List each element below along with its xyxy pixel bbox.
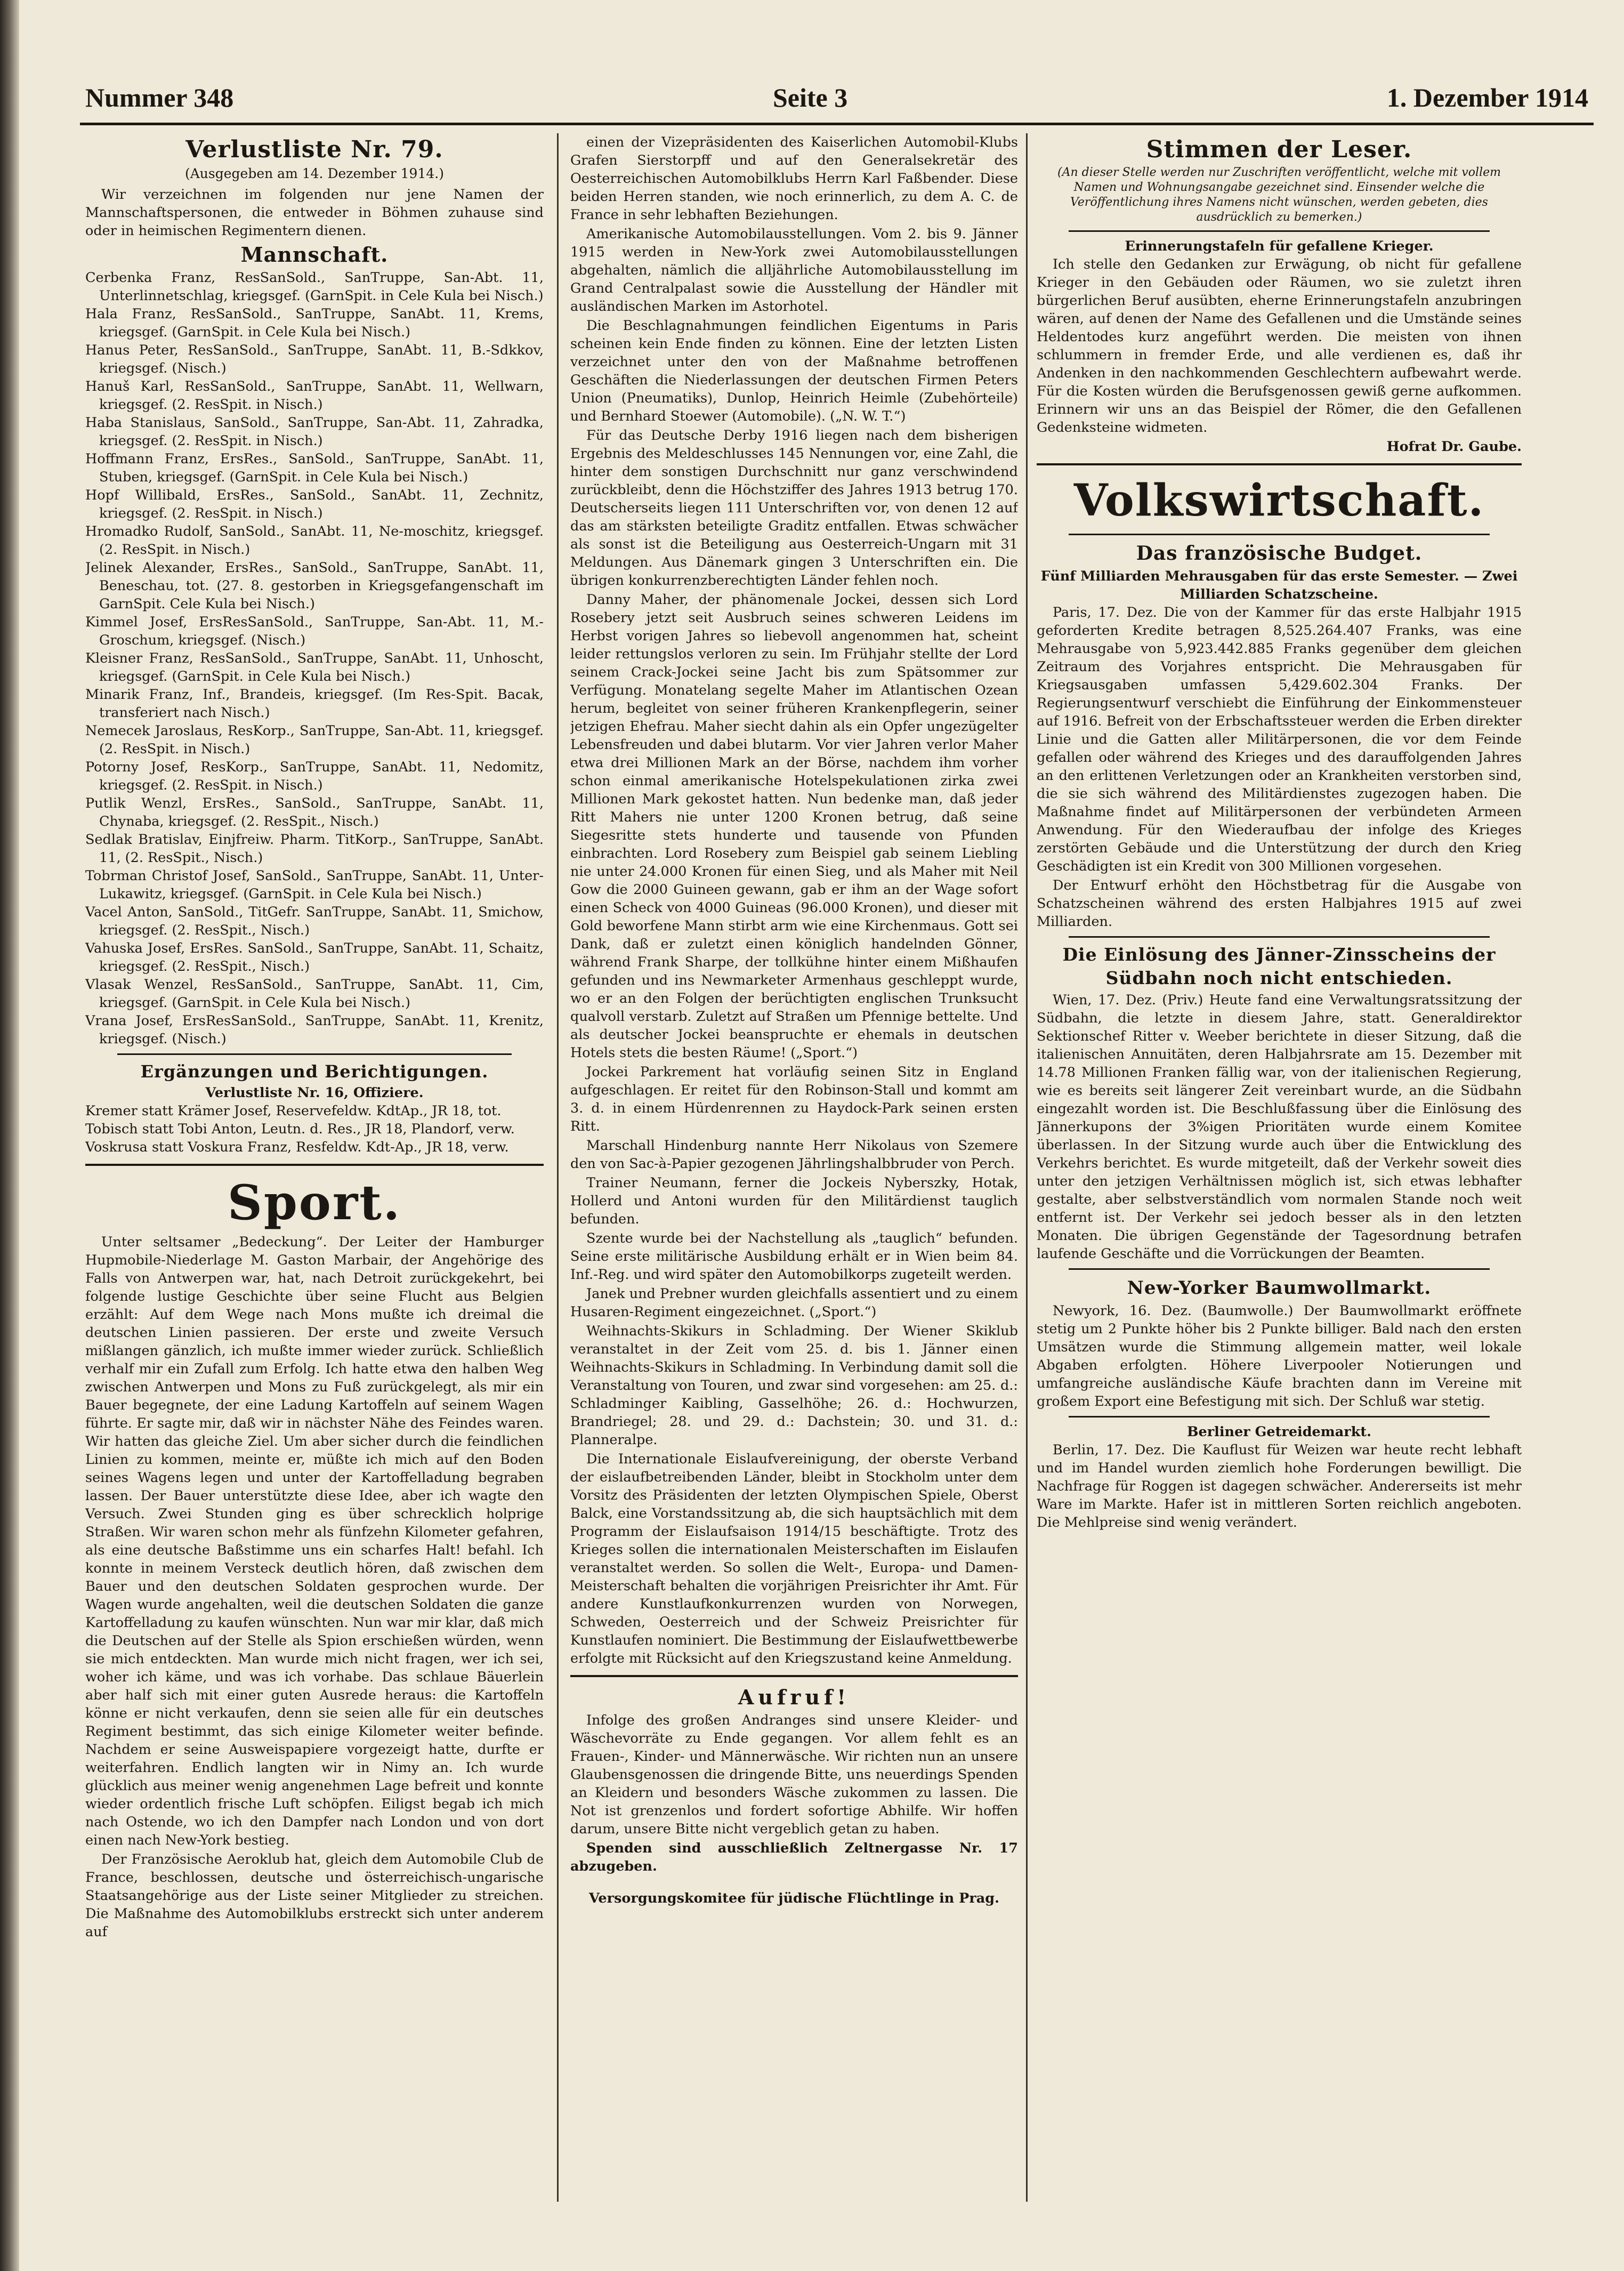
casualty-list-title: Verlustliste Nr. 79.: [185, 136, 443, 163]
sport-article: Der Französische Aeroklub hat, gleich dem Automobile Club de France, beschlossen, deutsche und österreichisch-ungarische Staatsangehörige aus der Liste seiner Mitglieder zu streichen. Die Maßnahme des Automobilklubs erstreckt sich unter anderem auf: [85, 1851, 544, 1940]
coupon-article: Wien, 17. Dez. (Priv.) Heute fand eine Verwaltungsratssitzung der Südbahn, die letzte in diesem Jahre, statt. Generaldirektor Sektionschef Ritter v. Weeber berichtete in dieser Sitzung, daß die italienischen Annuitäten, deren Halbjahrsrate am 15. Dezember mit 14.78 Millionen Franken fällig war, von der italienischen Regierung, wie es bereits seit längerer Zeit vereinbart wurde, an die Südbahn eingezahlt worden ist. Die Beschlußfassung über die Einlösung des Jännerkupons der 3%igen Prioritäten wurde einem Komitee überlassen. In der Sitzung wurde auch über die Entwicklung des Verkehrs berichtet. Es wurde mitgeteilt, daß der Verkehr soweit dies unter den jetzigen Verhältnissen möglich ist, sich etwas lebhafter gestalte, aber selbstverständlich vom normalen Stande noch weit entfernt ist. Der Verkehr sei jedoch besser als in den letzten Monaten. Die übrigen Gegenstände der Tagesordnung betrafen laufende Geschäfte und die Vorrückungen der Beamten.: [1037, 992, 1522, 1262]
sport-article: Marschall Hindenburg nannte Herr Nikolaus von Szemere den von Sac-à-Papier gezogenen Jährlingshalbbruder von Perch.: [570, 1138, 1018, 1172]
column-rule: [1026, 133, 1028, 2202]
cotton-article: Newyork, 16. Dez. (Baumwolle.) Der Baumwollmarkt eröffnete stetig um 2 Punkte höher bis 2 Punkte billiger. Bald nach den ersten Umsätzen wurde die Stimmung allgemein matter, weil lokale Abgaben erfolgten. Höhere Liverpooler Notierungen und umfangreiche ausländische Käufe brachten dann im Vereine mit großem Export eine Befestigung mit sich. Der Schluß war stetig.: [1037, 1303, 1522, 1410]
letters-note: (An dieser Stelle werden nur Zuschriften veröffentlicht, welche mit vollem Namen und Wohnungsangabe gezeichnet sind. Einsender welche die Veröffentlichung ihres Namens nicht wünschen, werden gebeten, dies ausdrücklich zu bemerken.): [1057, 166, 1501, 224]
casualty-entry: Haba Stanislaus, SanSold., SanTruppe, San-Abt. 11, Zahradka, kriegsgef. (2. ResSpit. in Nisch.): [85, 415, 544, 449]
corrections-subheading: Verlustliste Nr. 16, Offiziere.: [205, 1085, 424, 1101]
casualty-entry: Tobrman Christof Josef, SanSold., SanTruppe, SanAbt. 11, Unter-Lukawitz, kriegsgef. (GarnSpit. in Cele Kula bei Nisch.): [85, 868, 544, 902]
divider: [85, 1164, 544, 1166]
sport-article: Für das Deutsche Derby 1916 liegen nach dem bisherigen Ergebnis des Meldeschlusses 145 Nennungen vor, eine Zahl, die hinter dem sonstigen Durchschnitt nur ganz verschwindend zurückbleibt, denn die Höchstziffer des Jahres 1913 betrug 170. Deutscherseits liegen 111 Unterschriften vor, von denen 12 auf das am stärksten beteiligte Graditz entfallen. Etwas schwächer als sonst ist die Beteiligung aus Oesterreich-Ungarn mit 31 Meldungen. Aus Dänemark gingen 3 Unterschriften ein. Die übrigen konkurrenzberechtigten Länder fehlen noch.: [570, 428, 1018, 589]
correction-entry: Kremer statt Krämer Josef, Reservefeldw. KdtAp., JR 18, tot.: [85, 1103, 502, 1119]
sport-article: Jockei Parkrement hat vorläufig seinen Sitz in England aufgeschlagen. Er reitet für den Robinson-Stall und kommt am 3. d. in einem Hürdenrennen zu Haydock-Park seinen ersten Ritt.: [570, 1064, 1018, 1134]
divider: [1069, 1268, 1490, 1270]
sport-article: einen der Vizepräsidenten des Kaiserlichen Automobil-Klubs Grafen Sierstorpff und auf den Generalsekretär des Oesterreichischen Automobilklubs Herrn Karl Faßbender. Diese beiden Herren standen, wie noch erinnerlich, zu dem A. C. de France in sehr lebhaften Beziehungen.: [570, 134, 1018, 223]
sport-article: Weihnachts-Skikurs in Schladming. Der Wiener Skiklub veranstaltet in der Zeit vom 25. d. bis 1. Jänner einen Weihnachts-Skikurs in Schladming. In Verbindung damit soll die Veranstaltung von Touren, und zwar sind vorgesehen: am 25. d.: Schladminger Kaibling, Gasselhöhe; 26. d.: Hochwurzen, Brandriegel; 28. und 29. d.: Dachstein; 30. und 31. d.: Planneralpe.: [570, 1323, 1018, 1448]
casualty-entries: [85, 269, 544, 1048]
casualty-entry: Potorny Josef, ResKorp., SanTruppe, SanAbt. 11, Nedomitz, kriegsgef. (2. ResSpit. in Nisch.): [85, 759, 544, 793]
section-heading: Mannschaft.: [240, 243, 389, 267]
casualty-entry: Hanus Peter, ResSanSold., SanTruppe, SanAbt. 11, B.-Sdkkov, kriegsgef. (Nisch.): [85, 342, 544, 376]
budget-article: Der Entwurf erhöht den Höchstbetrag für die Ausgabe von Schatzscheinen während des ersten Halbjahres 1915 auf zwei Milliarden.: [1037, 877, 1522, 930]
appeal-note: Spenden sind ausschließlich Zeltnergasse Nr. 17 abzugeben.: [570, 1840, 1018, 1874]
budget-subheading: Fünf Milliarden Mehrausgaben für das erste Semester. — Zwei Milliarden Schatzscheine.: [1040, 568, 1518, 602]
sport-article: Trainer Neumann, ferner die Jockeis Nyberszky, Hotak, Hollerd und Antoni wurden für den Militärdienst tauglich befunden.: [570, 1175, 1018, 1227]
page-header: [80, 75, 1594, 125]
sport-article: Janek und Prebner wurden gleichfalls assentiert und zu einem Husaren-Regiment eingezeichnet. („Sport.“): [570, 1286, 1018, 1320]
correction-entry: Tobisch statt Tobi Anton, Leutn. d. Res., JR 18, Plandorf, verw.: [85, 1121, 515, 1137]
column-2: [570, 133, 1018, 2202]
issue-number: Nummer 348: [85, 83, 234, 112]
casualty-entry: Hoffmann Franz, ErsRes., SanSold., SanTruppe, SanAbt. 11, Stuben, kriegsgef. (GarnSpit. in Cele Kula bei Nisch.): [85, 451, 544, 485]
divider: [1069, 230, 1490, 232]
divider: [1069, 1416, 1490, 1418]
divider: [1037, 463, 1522, 465]
casualty-list-subtitle: (Ausgegeben am 14. Dezember 1914.): [185, 166, 444, 181]
cotton-heading: New-Yorker Baumwollmarkt.: [1127, 1277, 1432, 1299]
casualty-list-intro: Wir verzeichnen im folgenden nur jene Namen der Mannschaftspersonen, die entweder in Böhmen zuhause sind oder in heimischen Regimentern dienen.: [85, 187, 544, 239]
casualty-entry: Jelinek Alexander, ErsRes., SanSold., SanTruppe, SanAbt. 11, Beneschau, tot. (27. 8. gestorben in Kriegsgefangenschaft im GarnSpit. Cele Kula bei Nisch.): [85, 560, 544, 612]
column-1: [85, 133, 544, 2202]
issue-date: 1. Dezember 1914: [1386, 83, 1588, 112]
column-3: [1037, 133, 1522, 2202]
coupon-heading: Die Einlösung des Jänner-Zinsscheins der Südbahn noch nicht entschieden.: [1062, 944, 1496, 988]
casualty-entry: Nemecek Jaroslaus, ResKorp., SanTruppe, San-Abt. 11, kriegsgef. (2. ResSpit. in Nisch.): [85, 723, 544, 757]
sport-article: Amerikanische Automobilausstellungen. Vom 2. bis 9. Jänner 1915 werden in New-York zwei Automobilausstellungen abgehalten, nämlich die alljährliche Automobilausstellung im Grand Centralpalast sowie die Ausstellung der Händler mit ausländischen Marken im Astorhotel.: [570, 226, 1018, 315]
economy-heading: Volkswirtschaft.: [1073, 475, 1485, 526]
appeal-signature: Versorgungskomitee für jüdische Flüchtlinge in Prag.: [588, 1890, 1000, 1906]
casualty-entry: Hanuš Karl, ResSanSold., SanTruppe, SanAbt. 11, Wellwarn, kriegsgef. (2. ResSpit. in Nisch.): [85, 378, 544, 413]
letter-signature: Hofrat Dr. Gaube.: [1386, 439, 1522, 455]
divider: [117, 1053, 512, 1055]
correction-entry: Voskrusa statt Voskura Franz, Resfeldw. Kdt-Ap., JR 18, verw.: [85, 1139, 509, 1155]
divider: [570, 1675, 1018, 1677]
casualty-entry: Vlasak Wenzel, ResSanSold., SanTruppe, SanAbt. 11, Cim, kriegsgef. (GarnSpit. in Cele Kula bei Nisch.): [85, 977, 544, 1011]
letter-title: Erinnerungstafeln für gefallene Krieger.: [1125, 238, 1434, 254]
page-number: Seite 3: [773, 83, 848, 112]
appeal-heading: Aufruf!: [738, 1685, 851, 1709]
casualty-entry: Kleisner Franz, ResSanSold., SanTruppe, SanAbt. 11, Unhoscht, kriegsgef. (GarnSpit. in Cele Kula bei Nisch.): [85, 650, 544, 684]
grain-heading: Berliner Getreidemarkt.: [1186, 1424, 1372, 1440]
budget-article: Paris, 17. Dez. Die von der Kammer für das erste Halbjahr 1915 geforderten Kredite betragen 8,525.264.407 Franks, was eine Mehrausgabe von 5,923.442.885 Franks gegenüber dem gleichen Zeitraum des Vorjahres entspricht. Die Mehrausgaben für Kriegsausgaben umfassen 5,429.602.304 Franks. Der Regierungsentwurf verschiebt die Einführung der Einkommensteuer auf 1916. Befreit von der Erbschaftssteuer werden die Erben direkter Linie und die Gatten aller Militärpersonen, die vor dem Feinde gefallen oder während des Krieges und des darauffolgenden Jahres an den erlittenen Verletzungen oder an Krankheiten verstorben sind, die sie sich während des Militärdienstes zugezogen haben. Die Maßnahme findet auf Militärpersonen der verbündeten Armeen Anwendung. Für den Wiederaufbau der infolge des Krieges zerstörten Gebäude und die Unterstützung der durch den Krieg Geschädigten ist ein Kredit von 300 Millionen vorgesehen.: [1037, 605, 1522, 874]
casualty-entry: Hromadko Rudolf, SanSold., SanAbt. 11, Ne-moschitz, kriegsgef. (2. ResSpit. in Nisch.): [85, 524, 544, 558]
casualty-entry: Hala Franz, ResSanSold., SanTruppe, SanAbt. 11, Krems, kriegsgef. (GarnSpit. in Cele Kula bei Nisch.): [85, 306, 544, 340]
casualty-entry: Minarik Franz, Inf., Brandeis, kriegsgef. (Im Res-Spit. Bacak, transferiert nach Nisch.): [85, 687, 544, 721]
sport-heading: Sport.: [227, 1174, 402, 1231]
sport-article: Die Beschlagnahmungen feindlichen Eigentums in Paris scheinen kein Ende finden zu können. Eine der letzten Listen verzeichnet unter den von der Maßnahme betroffenen Geschäften die Niederlassungen der deutschen Firmen Peters Union (Pneumatiks), Dunlop, Heinrich Heimle (Zubehörteile) und Bernhard Stoewer (Automobile). („N. W. T.“): [570, 318, 1018, 424]
sport-article: Unter seltsamer „Bedeckung“. Der Leiter der Hamburger Hupmobile-Niederlage M. Gaston Marbair, der Angehörige des Falls von Antwerpen war, hat, nach Detroit zurückgekehrt, bei folgende lustige Geschichte über seine Flucht aus Belgien erzählt: Auf dem Wege nach Mons mußte ich dreimal die deutschen Linien passieren. Der erste und zweite Versuch mißlangen gänzlich, ich mußte immer wieder zurück. Schließlich verhalf mir ein Zufall zum Erfolg. Ich hatte etwa den halben Weg zwischen Antwerpen und Mons zu Fuß zurückgelegt, als mir ein Bauer begegnete, der eine Ladung Kartoffeln auf seinem Wagen führte. Er sagte mir, daß wir in nächster Nähe des Feindes waren. Wir hatten das gleiche Ziel. Um aber sicher durch die feindlichen Linien zu kommen, meinte er, müßte ich mich auf den Boden seines Wagens legen und unter der Kartoffelladung begraben lassen. Der Bauer unterstützte diese Idee, aber ich wagte den Versuch. Zwei Stunden ging es über schrecklich holprige Straßen. Wir waren schon mehr als fünfzehn Kilometer gefahren, als eine deutsche Baßstimme uns ein scharfes Halt! befahl. Ich konnte in meinem Versteck deutlich hören, daß zwischen dem Bauer und den deutschen Soldaten gesprochen wurde. Der Wagen wurde angehalten, weil die deutschen Soldaten die ganze Kartoffelladung zu kaufen wünschten. Nun war mir klar, daß mich die Deutschen auf der Stelle als Spion erschießen würden, wenn sie mich entdeckten. Man wurde mich nicht fragen, wer ich sei, woher ich käme, und was ich vorhabe. Das schlaue Bäuerlein aber half sich mit einer guten Ausrede heraus: die Kartoffeln könne er nicht verkaufen, denn sie seien alle für ein deutsches Regiment bestimmt, das sich einige Kilometer weiter befinde. Nachdem er seine Ausweispapiere vorgezeigt hatte, durfte er weiterfahren. Endlich langten wir in Nimy an. Ich wurde glücklich aus meiner wenig angenehmen Lage befreit und konnte wieder ordentlich frische Luft schöpfen. Eiligst begab ich mich nach Ostende, wo ich den Dampfer nach London und von dort einen nach New-York bestieg.: [85, 1234, 544, 1848]
grain-article: Berlin, 17. Dez. Die Kauflust für Weizen war heute recht lebhaft und im Handel wurden ziemlich hohe Forderungen bewilligt. Die Nachfrage für Roggen ist dagegen schwächer. Andererseits ist mehr Ware im Markte. Hafer ist in mittleren Sorten reichlich angeboten. Die Mehlpreise sind wenig verändert.: [1037, 1442, 1522, 1531]
appeal-text: Infolge des großen Andranges sind unsere Kleider- und Wäschevorräte zu Ende gegangen. Vor allem fehlt es an Frauen-, Kinder- und Männerwäsche. Wir richten nun an unsere Glaubensgenossen die dringende Bitte, uns neuerdings Spenden an Kleidern und besonders Wäsche zukommen zu lassen. Die Not ist grenzenlos und fordert sofortige Abhilfe. Wir hoffen darum, unsere Bitte nicht vergeblich getan zu haben.: [570, 1712, 1018, 1837]
sport-article: Danny Maher, der phänomenale Jockei, dessen sich Lord Rosebery jetzt seit Ausbruch seines schweren Leidens im Herbst vorigen Jahres so liebevoll angenommen hat, scheint leider rettungslos verloren zu sein. Im Frühjahr stellte der Lord seinem Crack-Jockei seine Jacht bis zum Spätsommer zur Verfügung. Monatelang segelte Maher im Atlantischen Ozean herum, begleitet von seiner früheren Krankenpflegerin, seiner jetzigen Ehefrau. Maher siecht dahin als ein Opfer ungezügelter Lebensfreuden und dabei blutarm. Vor vier Jahren verlor Maher etwa drei Millionen Mark an der Börse, nachdem ihm vorher schon einmal amerikanische Hotelspekulationen zirka zwei Millionen Mark gekostet hatten. Nun bedenke man, daß jeder Ritt Mahers nie unter 1200 Kronen betrug, daß seine Siegesritte stets hunderte und tausende von Pfunden einbrachten. Lord Rosebery zum Beispiel gab seinem Liebling nie unter 24.000 Kronen für einen Sieg, und als Maher mit Neil Gow die 2000 Guineen gewann, gab er ihm an der Wage sofort einen Scheck von 4000 Guineas (96.000 Kronen), und dieser mit Gold beworfene Mann stirbt arm wie eine Kirchenmaus. Gott sei Dank, daß er zuletzt einen königlich handelnden Gönner, während Frank Sharpe, der tollkühne hinter einem Mißhaufen gefunden und ins Newmarketer Armenhaus geschleppt wurde, wo er an den Folgen der berüchtigten englischen Trunksucht qualvoll verstarb. Zuletzt auf Straßen um Pfennige bettelte. Und als deutscher Jockei beanspruchte er ehemals in deutschen Hotels stets die besten Räume! („Sport.“): [570, 592, 1018, 1061]
corrections-heading: Ergänzungen und Berichtigungen.: [140, 1061, 489, 1082]
letter-text: Ich stelle den Gedanken zur Erwägung, ob nicht für gefallene Krieger in den Gebäuden oder Räumen, wo sie zuletzt ihren bürgerlichen Beruf ausübten, eherne Erinnerungstafeln anzubringen wären, auf denen der Name des Gefallenen und die Umstände seines Heldentodes kurz angeführt werden. Die meisten von ihnen schlummern in fremder Erde, und alle verdienen es, daß ihr Andenken in den nachkommenden Geschlechtern aufbewahrt werde. Für die Kosten würden die Berufsgenossen gewiß gerne aufkommen. Erinnern wir uns an das Beispiel der Römer, die den Gefallenen Gedenksteine widmeten.: [1037, 256, 1522, 436]
casualty-entry: Putlik Wenzl, ErsRes., SanSold., SanTruppe, SanAbt. 11, Chynaba, kriegsgef. (2. ResSpit., Nisch.): [85, 795, 544, 830]
column-rule: [557, 133, 559, 2202]
sport-article: Die Internationale Eislaufvereinigung, der oberste Verband der eislaufbetreibenden Länder, bleibt in Stockholm unter dem Vorsitz des Präsidenten der letzten Olympischen Spiele, Oberst Balck, eine Vorstandssitzung ab, die sich hauptsächlich mit dem Programm der Eislaufsaison 1914/15 beschäftigte. Trotz des Krieges sollen die internationalen Meisterschaften im Eislaufen veranstaltet werden. So sollen die Welt-, Europa- und Damen-Meisterschaft behalten die vorjährigen Preisrichter ihr Amt. Für andere Kunstlaufkonkurrenzen wurden von Norwegen, Schweden, Oesterreich und der Schweiz Preisrichter für Kunstlaufen nominiert. Die Bestimmung der Eislaufwettbewerbe erfolgte mit Rücksicht auf den Kriegszustand keine Anmeldung.: [570, 1451, 1018, 1666]
letters-heading: Stimmen der Leser.: [1146, 136, 1412, 163]
casualty-entry: Kimmel Josef, ErsResSanSold., SanTruppe, San-Abt. 11, M.-Groschum, kriegsgef. (Nisch.): [85, 614, 544, 648]
divider: [1069, 534, 1490, 535]
casualty-entry: Sedlak Bratislav, Einjfreiw. Pharm. TitKorp., SanTruppe, SanAbt. 11, (2. ResSpit., Nisch.): [85, 832, 544, 866]
casualty-entry: Cerbenka Franz, ResSanSold., SanTruppe, San-Abt. 11, Unterlinnetschlag, kriegsgef. (GarnSpit. in Cele Kula bei Nisch.): [85, 270, 544, 304]
casualty-entry: Hopf Willibald, ErsRes., SanSold., SanAbt. 11, Zechnitz, kriegsgef. (2. ResSpit. in Nisch.): [85, 487, 544, 521]
casualty-entry: Vahuska Josef, ErsRes. SanSold., SanTruppe, SanAbt. 11, Schaitz, kriegsgef. (2. ResSpit., Nisch.): [85, 940, 544, 975]
divider: [1069, 936, 1490, 938]
casualty-entry: Vrana Josef, ErsResSanSold., SanTruppe, SanAbt. 11, Krenitz, kriegsgef. (Nisch.): [85, 1013, 544, 1047]
sport-article: Szente wurde bei der Nachstellung als „tauglich“ befunden. Seine erste militärische Ausbildung erhält er in Wien beim 84. Inf.-Reg. und wird später den Automobilkorps zugeteilt werden.: [570, 1230, 1018, 1283]
casualty-entry: Vacel Anton, SanSold., TitGefr. SanTruppe, SanAbt. 11, Smichow, kriegsgef. (2. ResSpit., Nisch.): [85, 904, 544, 938]
budget-heading: Das französische Budget.: [1136, 542, 1423, 565]
page-edge: [0, 0, 19, 2271]
